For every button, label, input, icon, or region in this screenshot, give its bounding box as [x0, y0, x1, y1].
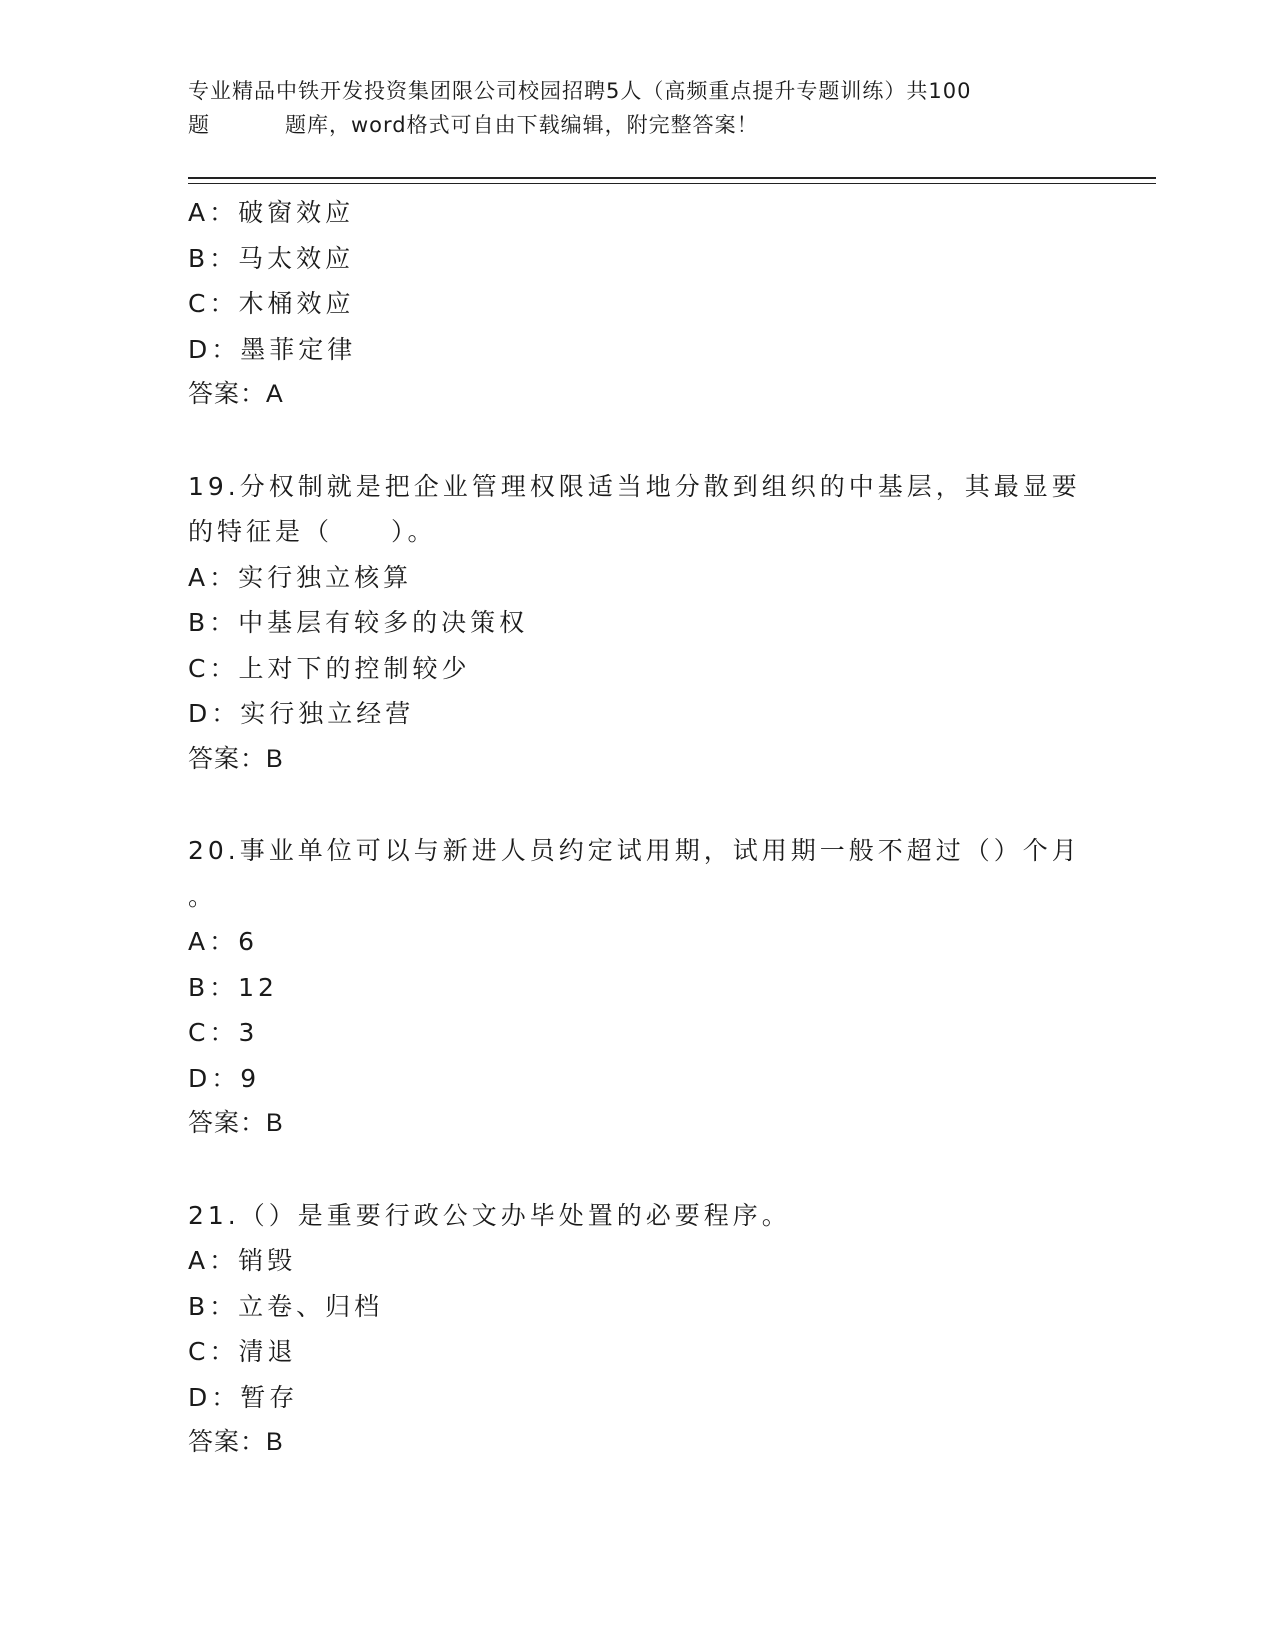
question-18-option-a: A：破窗效应 [188, 198, 355, 227]
question-18-answer: 答案：A [188, 380, 284, 408]
question-20-block [188, 828, 1088, 1147]
question-19-option-b: B：中基层有较多的决策权 [188, 608, 529, 637]
question-21-option-b: B：立卷、归档 [188, 1291, 384, 1321]
question-20-option-a: A：6 [188, 927, 259, 956]
document-header [188, 74, 1088, 142]
question-19-block [188, 464, 1088, 783]
question-21-stem-line1: 21.（）是重要行政公文办毕处置的必要程序。 [188, 1200, 791, 1230]
header-title-line2 [188, 108, 1088, 142]
question-19-stem-line2: 的特征是（ ）。 [188, 517, 437, 546]
question-19-option-c: C：上对下的控制较少 [188, 653, 471, 683]
question-20-stem-line2: 。 [188, 881, 218, 911]
question-20-option-d: D：9 [188, 1063, 261, 1093]
question-18-option-c: C：木桶效应 [188, 289, 355, 318]
question-20-option-b: B：12 [188, 972, 278, 1002]
question-19-stem-line1: 19.分权制就是把企业管理权限适当地分散到组织的中基层，其最显要 [188, 471, 1081, 501]
question-19-option-d: D：实行独立经营 [188, 699, 415, 728]
header-divider-thin [188, 183, 1156, 184]
header-title-line2-start: 题 [188, 113, 210, 137]
question-21-option-a: A：销毁 [188, 1246, 297, 1275]
question-list [188, 190, 1088, 1466]
question-21-option-d: D：暂存 [188, 1382, 299, 1412]
question-20-option-c: C：3 [188, 1018, 259, 1047]
question-21-block [188, 1193, 1088, 1466]
question-19-answer: 答案：B [188, 744, 284, 773]
question-20-stem-line1: 20.事业单位可以与新进人员约定试用期，试用期一般不超过（）个月 [188, 836, 1081, 865]
question-21-option-c: C：清退 [188, 1337, 297, 1366]
question-18-option-b: B：马太效应 [188, 243, 355, 273]
question-19-option-a: A：实行独立核算 [188, 562, 413, 592]
question-18-option-d: D：墨菲定律 [188, 334, 357, 364]
question-20-answer: 答案：B [188, 1109, 284, 1137]
header-divider-thick [188, 177, 1156, 179]
header-title-line2-end: 题库，word格式可自由下载编辑，附完整答案！ [285, 113, 759, 137]
header-title-line1: 专业精品中铁开发投资集团限公司校园招聘5人（高频重点提升专题训练）共100 [188, 79, 972, 103]
question-21-answer: 答案：B [188, 1428, 284, 1456]
question-18-block [188, 190, 1088, 418]
